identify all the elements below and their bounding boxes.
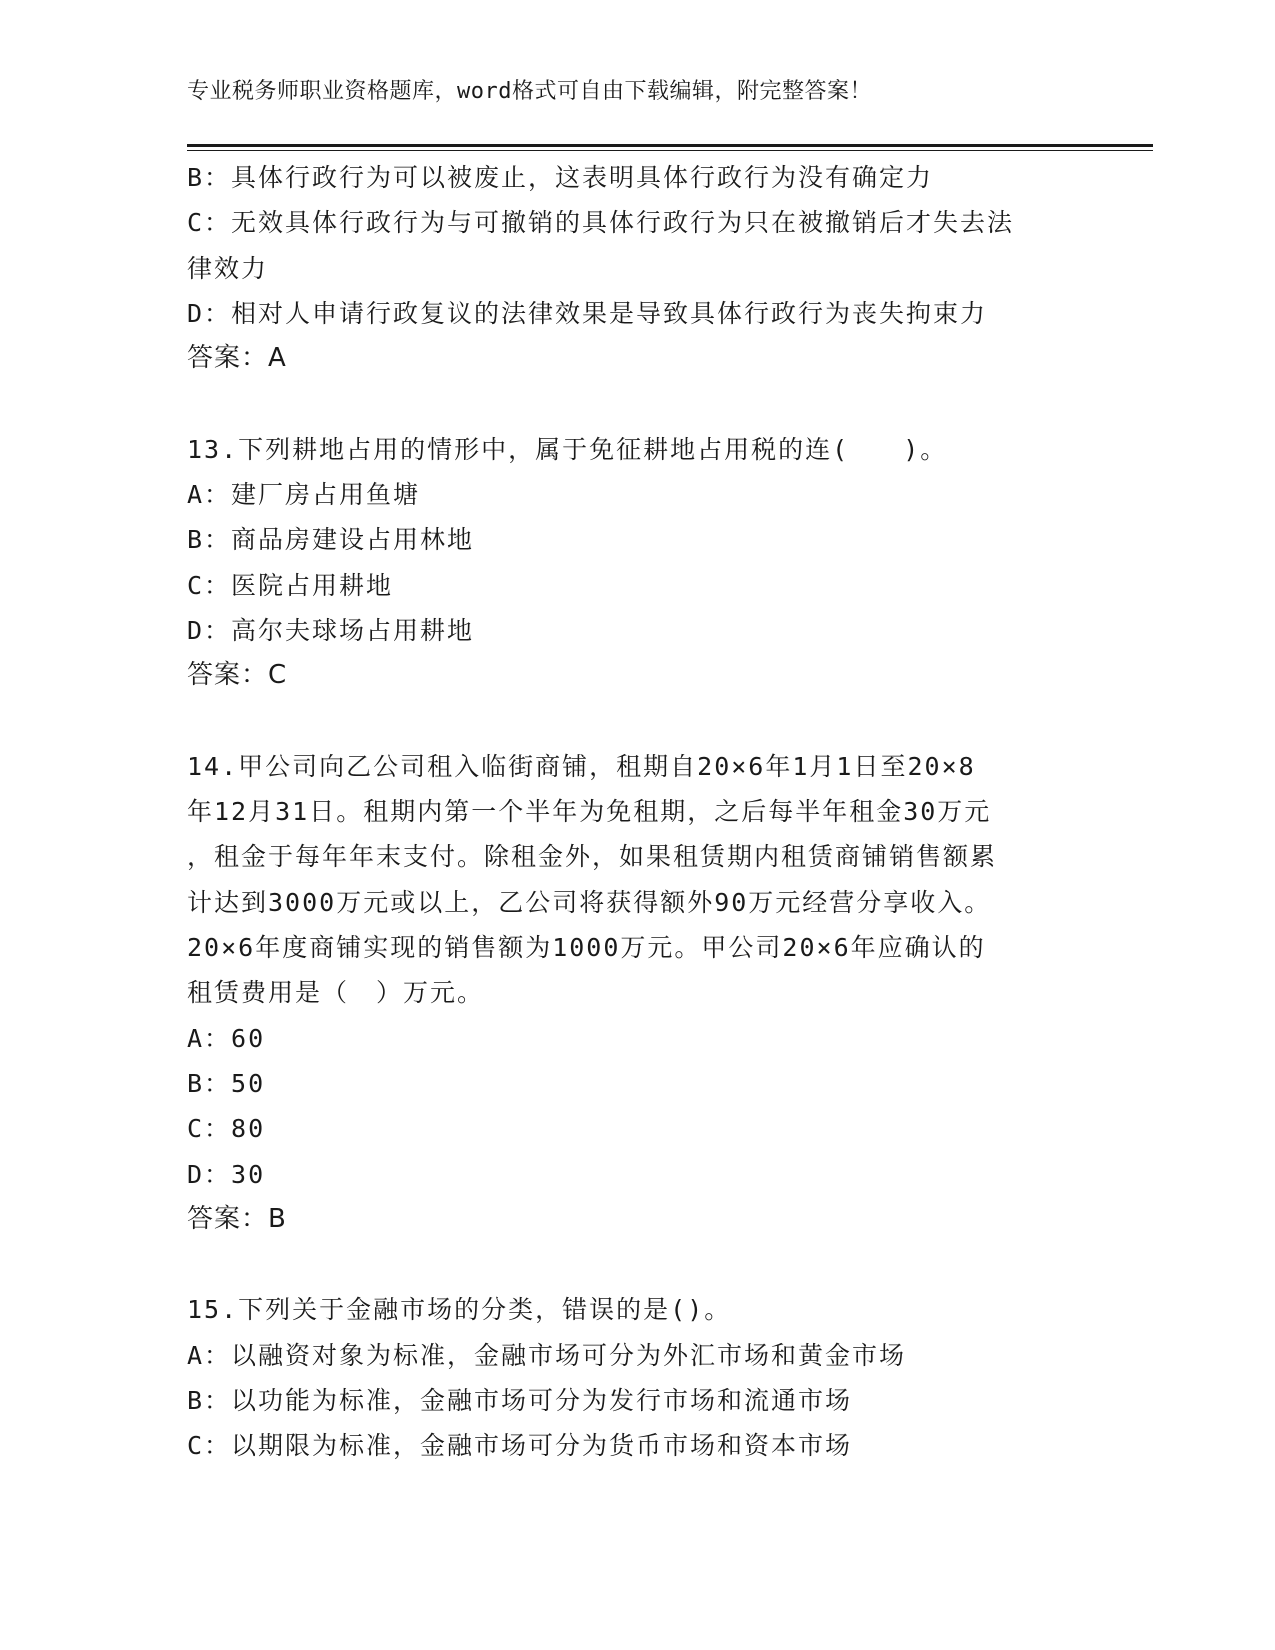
- q12-option-b: B：具体行政行为可以被废止，这表明具体行政行为没有确定力: [187, 163, 934, 192]
- q14-stem-line6: 租赁费用是（ ）万元。: [187, 978, 485, 1008]
- q14-option-c: C：80: [187, 1114, 266, 1144]
- q15-option-a: A：以融资对象为标准，金融市场可分为外汇市场和黄金市场: [187, 1340, 907, 1370]
- q14-stem-line5: 20×6年度商铺实现的销售额为1000万元。甲公司20×6年应确认的: [187, 933, 986, 963]
- q13-option-d: D：高尔夫球场占用耕地: [187, 615, 475, 645]
- q13-option-b: B：商品房建设占用林地: [187, 525, 475, 555]
- q12-answer: 答案：A: [187, 343, 287, 374]
- q13-stem: 13.下列耕地占用的情形中，属于免征耕地占用税的连( )。: [187, 434, 948, 464]
- header-rule-thick: [187, 144, 1153, 147]
- q15-option-b: B：以功能为标准，金融市场可分为发行市场和流通市场: [187, 1386, 853, 1416]
- question-content: [187, 155, 1087, 1469]
- q14-option-d: D：30: [187, 1159, 266, 1189]
- q13-answer: 答案：C: [187, 660, 288, 691]
- q14-stem-line4: 计达到3000万元或以上，乙公司将获得额外90万元经营分享收入。: [187, 887, 992, 917]
- q12-option-d: D：相对人申请行政复议的法律效果是导致具体行政行为丧失拘束力: [187, 298, 988, 328]
- q12-option-c-line1: C：无效具体行政行为与可撤销的具体行政行为只在被撤销后才失去法: [187, 208, 1015, 238]
- spacer: [187, 381, 1087, 426]
- q12-option-c-line2: 律效力: [187, 253, 269, 283]
- q13-option-c: C：医院占用耕地: [187, 570, 394, 600]
- q14-option-b: B：50: [187, 1068, 266, 1098]
- header-rule-thin: [187, 150, 1153, 151]
- page-header: 专业税务师职业资格题库，word格式可自由下载编辑，附完整答案！: [187, 79, 872, 104]
- q15-option-c: C：以期限为标准，金融市场可分为货币市场和资本市场: [187, 1431, 853, 1461]
- q14-stem-line2: 年12月31日。租期内第一个半年为免租期，之后每半年租金30万元: [187, 797, 992, 827]
- q14-answer: 答案：B: [187, 1203, 287, 1234]
- q14-stem-line1: 14.甲公司向乙公司租入临街商铺，租期自20×6年1月1日至20×8: [187, 751, 976, 781]
- spacer: [187, 699, 1087, 744]
- q14-stem-line3: ，租金于每年年末支付。除租金外，如果租赁期内租赁商铺销售额累: [187, 842, 998, 872]
- q13-option-a: A：建厂房占用鱼塘: [187, 480, 421, 510]
- spacer: [187, 1242, 1087, 1287]
- q14-option-a: A：60: [187, 1023, 266, 1053]
- q15-stem: 15.下列关于金融市场的分类，错误的是()。: [187, 1295, 732, 1325]
